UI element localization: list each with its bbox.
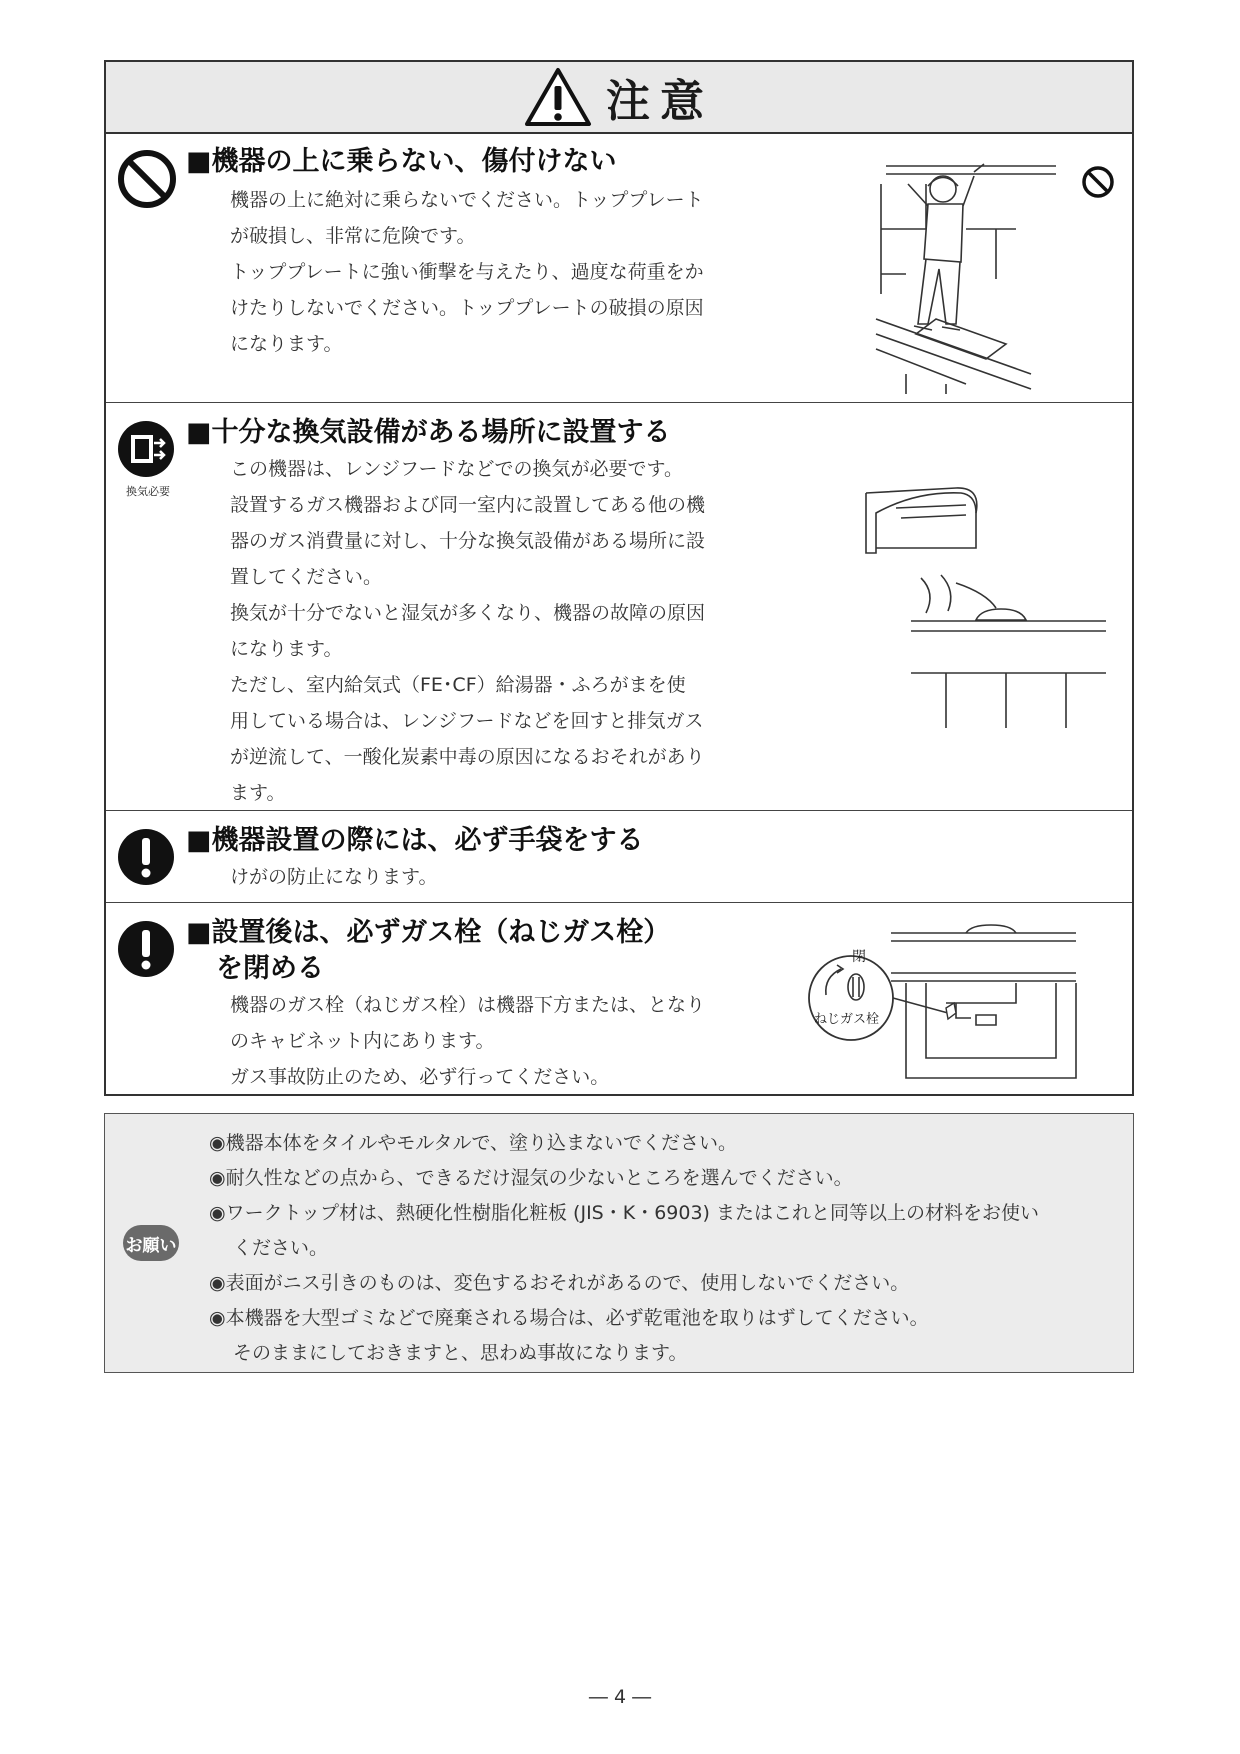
warning-triangle-icon — [524, 67, 592, 127]
body-line: 機器の上に絶対に乗らないでください。トッププレート — [230, 189, 704, 211]
section-gloves — [106, 810, 1132, 902]
gas-valve-illustration — [796, 923, 1116, 1083]
request-box — [104, 1113, 1134, 1373]
valve-name-label: ねじガス栓 — [814, 1012, 880, 1027]
body-line: 置してください。 — [230, 566, 383, 588]
section-body — [230, 182, 704, 362]
section-do-not-climb — [106, 132, 1132, 402]
range-hood-illustration — [826, 483, 1106, 733]
valve-close-label: 閉 — [852, 949, 866, 965]
body-line: けがの防止になります。 — [230, 866, 438, 888]
mandatory-icon — [116, 827, 176, 887]
caution-box — [104, 60, 1134, 1096]
section-title: ■十分な換気設備がある場所に設置する — [186, 417, 671, 448]
request-item: ◉本機器を大型ゴミなどで廃棄される場合は、必ず乾電池を取りはずしてください。 — [209, 1307, 929, 1329]
request-item: ◉表面がニス引きのものは、変色するおそれがあるので、使用しないでください。 — [209, 1272, 910, 1294]
body-line: ガス事故防止のため、必ず行ってください。 — [230, 1066, 610, 1088]
body-line: になります。 — [230, 333, 343, 355]
section-ventilation — [106, 402, 1132, 810]
request-item-continued: そのままにしておきますと、思わぬ事故になります。 — [233, 1342, 688, 1364]
body-line: ます。 — [230, 782, 286, 804]
request-item: ◉耐久性などの点から、できるだけ湿気の少ないところを選んでください。 — [209, 1167, 853, 1189]
ventilation-icon — [116, 419, 176, 479]
body-line: が逆流して、一酸化炭素中毒の原因になるおそれがあり — [230, 746, 705, 768]
section-title-continued: を閉める — [216, 953, 324, 984]
request-item: ◉機器本体をタイルやモルタルで、塗り込まないでください。 — [209, 1132, 738, 1154]
body-line: ただし、室内給気式（FE･CF）給湯器・ふろがまを使 — [230, 674, 686, 696]
section-close-gas-valve — [106, 902, 1132, 1094]
page-number: ― 4 ― — [588, 1686, 652, 1708]
section-title: ■設置後は、必ずガス栓（ねじガス栓） — [186, 917, 671, 948]
request-list — [209, 1126, 1039, 1371]
section-title: ■機器の上に乗らない、傷付けない — [186, 146, 617, 177]
section-body — [230, 987, 705, 1095]
body-line: が破損し、非常に危険です。 — [230, 225, 476, 247]
section-title: ■機器設置の際には、必ず手袋をする — [186, 825, 644, 856]
body-line: 設置するガス機器および同一室内に設置してある他の機 — [230, 494, 706, 516]
body-line: のキャビネット内にあります。 — [230, 1030, 495, 1052]
person-on-cooktop-illustration — [846, 144, 1126, 394]
caution-header — [106, 62, 1132, 134]
body-line: 用している場合は、レンジフードなどを回すと排気ガス — [230, 710, 704, 732]
mandatory-icon — [116, 919, 176, 979]
request-item-continued: ください。 — [233, 1237, 329, 1259]
ventilation-icon-label: 換気必要 — [126, 485, 170, 498]
section-body — [230, 451, 705, 811]
body-line: になります。 — [230, 638, 343, 660]
body-line: 器のガス消費量に対し、十分な換気設備がある場所に設 — [230, 530, 706, 552]
body-line: トッププレートに強い衝撃を与えたり、過度な荷重をか — [230, 261, 704, 283]
section-body — [230, 859, 437, 895]
body-line: この機器は、レンジフードなどでの換気が必要です。 — [230, 458, 683, 480]
prohibition-icon — [116, 148, 178, 210]
body-line: 機器のガス栓（ねじガス栓）は機器下方または、となり — [230, 994, 706, 1016]
request-item: ◉ワークトップ材は、熱硬化性樹脂化粧板 (JIS・K・6903) またはこれと同等以上の材料をお使い — [209, 1202, 1039, 1224]
request-badge: お願い — [123, 1225, 179, 1261]
caution-title: 注意 — [606, 76, 714, 127]
body-line: けたりしないでください。トッププレートの破損の原因 — [230, 297, 704, 319]
body-line: 換気が十分でないと湿気が多くなり、機器の故障の原因 — [230, 602, 706, 624]
